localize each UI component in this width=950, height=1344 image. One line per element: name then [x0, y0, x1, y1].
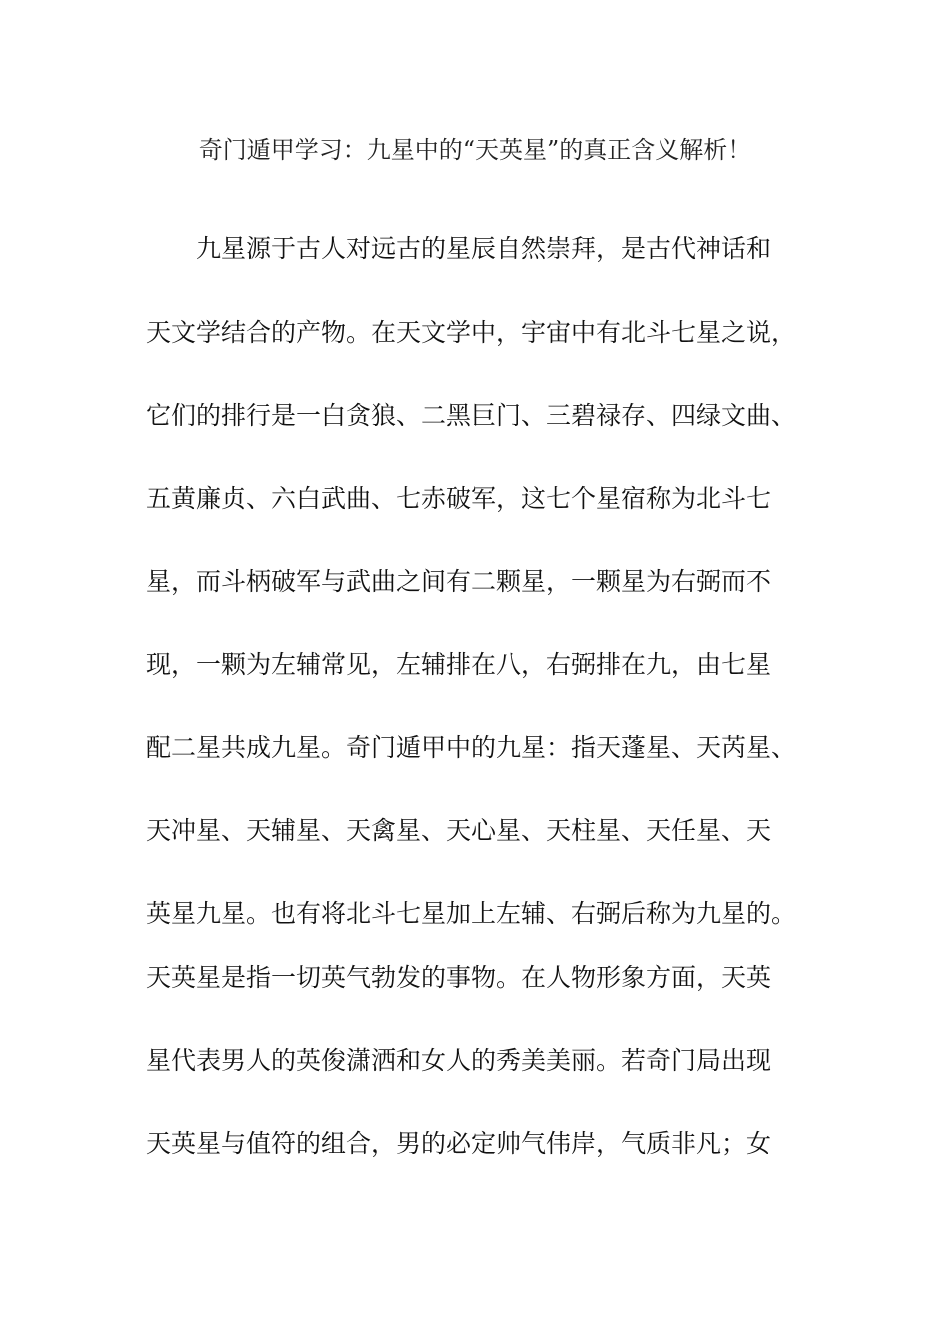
paragraph-line: 星，而斗柄破军与武曲之间有二颗星，一颗星为右弼而不	[146, 567, 772, 596]
paragraph-line: 五黄廉贞、六白武曲、七赤破军，这七个星宿称为北斗七	[146, 484, 772, 513]
paragraph-line: 天英星与值符的组合，男的必定帅气伟岸，气质非凡；女	[146, 1129, 772, 1158]
paragraph-line: 天英星是指一切英气勃发的事物。在人物形象方面，天英	[146, 963, 772, 992]
paragraph-line: 它们的排行是一白贪狼、二黑巨门、三碧禄存、四绿文曲、	[146, 401, 797, 430]
paragraph-line: 现，一颗为左辅常见，左辅排在八，右弼排在九，由七星	[146, 650, 772, 679]
paragraph-line: 天文学结合的产物。在天文学中，宇宙中有北斗七星之说，	[146, 318, 797, 347]
paragraph-line: 配二星共成九星。奇门遁甲中的九星：指天蓬星、天芮星、	[146, 733, 797, 762]
document-title: 奇门遁甲学习：九星中的“天英星”的真正含义解析！	[198, 136, 752, 164]
paragraph-line: 星代表男人的英俊潇洒和女人的秀美美丽。若奇门局出现	[146, 1046, 772, 1075]
paragraph-line: 英星九星。也有将北斗七星加上左辅、右弼后称为九星的。	[146, 899, 797, 928]
paragraph-line: 天冲星、天辅星、天禽星、天心星、天柱星、天任星、天	[146, 816, 772, 845]
paragraph-line: 九星源于古人对远古的星辰自然崇拜，是古代神话和	[196, 234, 772, 263]
